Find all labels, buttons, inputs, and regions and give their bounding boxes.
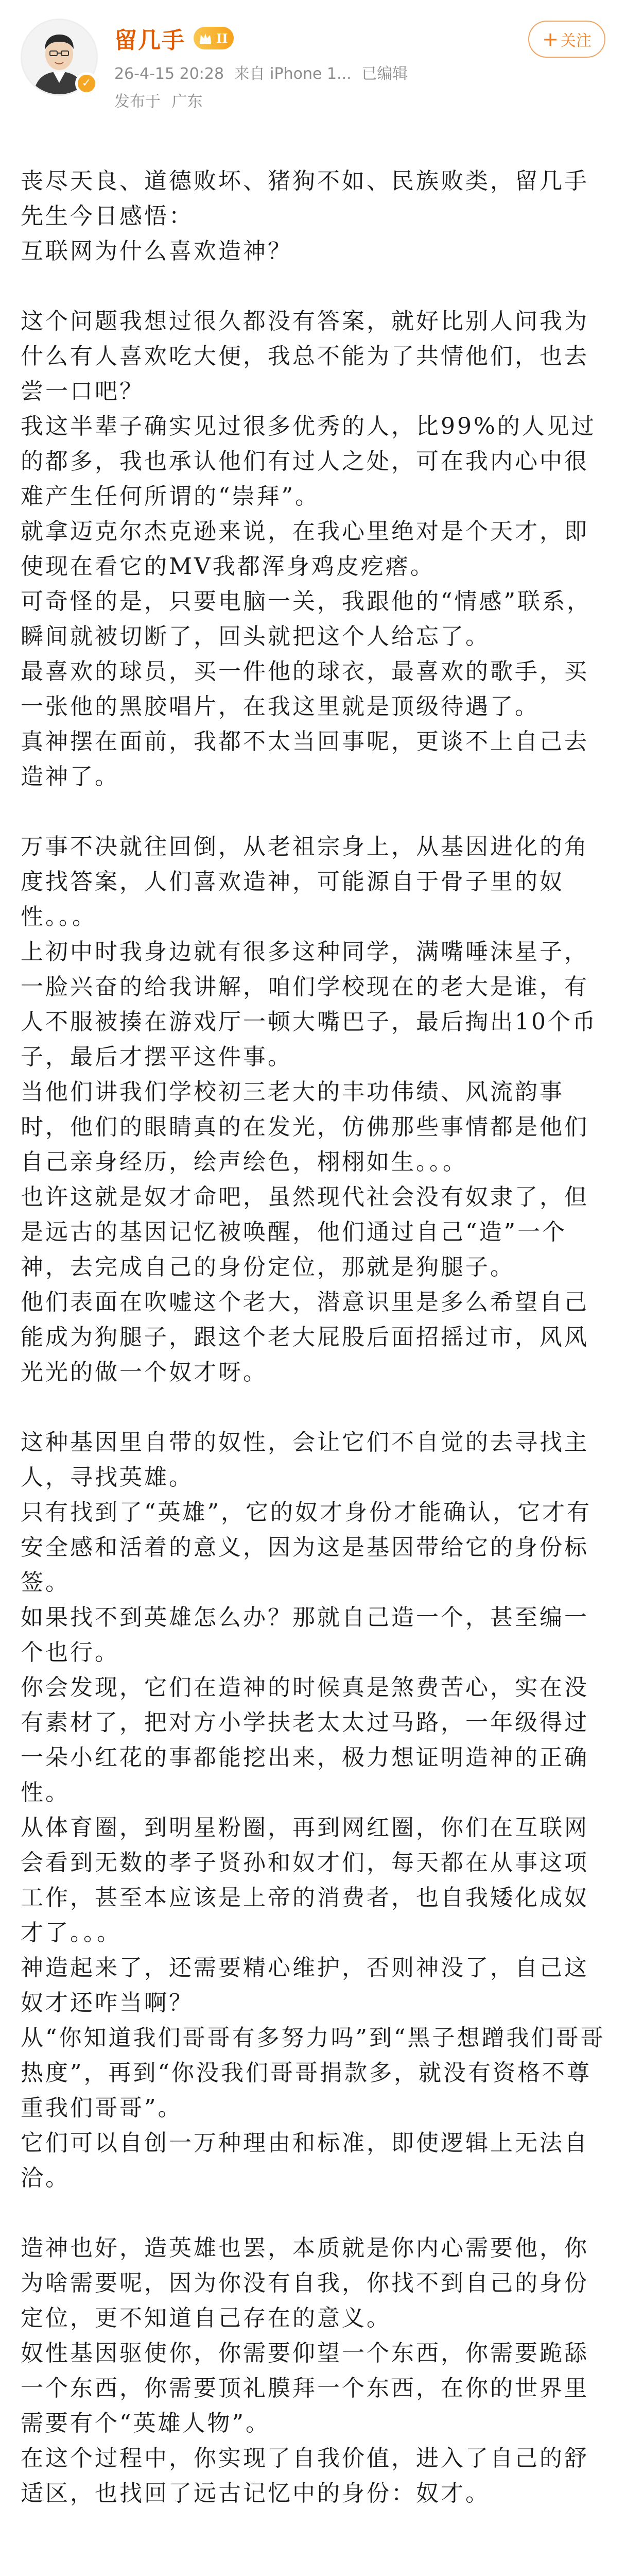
post-time: 26-4-15 20:28 [114,65,224,83]
follow-button[interactable] [528,21,605,58]
follow-label: 关注 [560,32,592,50]
post-meta [114,61,413,83]
post-location-row [114,89,209,111]
name-row [114,23,234,54]
vip-badge[interactable] [194,27,234,49]
post-paragraph-4: 这种基因里自带的奴性，会让它们不自觉的去寻找主人，寻找英雄。 只有找到了“英雄”，它的奴才身份才能确认，它才有安全感和活着的意义，因为这是基因带给它的身份标签。 如果找不到英雄怎么办？那就自己造一个，甚至编一个也行。 你会发现，它们在造神的时候真是煞费苦心，实在没有素材了，把对方小学扶老太太过马路，一年级得过一朵小红花的事都能挖出来，极力想证明造神的正确性。 从体育圈，到明星粉圈，再到网红圈，你们在互联网会看到无数的孝子贤孙和奴才们，每天都在从事这项工作，甚至本应该是上帝的消费者，也自我矮化成奴才了。。。 神造起来了，还需要精心维护，否则神没了，自己这奴才还咋当啊？ 从“你知道我们哥哥有多努力吗”到“黑子想蹭我们哥哥热度”，再到“你没我们哥哥捐款多，就没有资格不尊重我们哥哥”。 它们可以自创一万种理由和标准，即使逻辑上无法自洽。 [21,1429,605,2191]
post-paragraph-3: 万事不决就往回倒，从老祖宗身上，从基因进化的角度找答案，人们喜欢造神，可能源自于骨子里的奴性。。。 上初中时我身边就有很多这种同学，满嘴唾沫星子，一脸兴奋的给我讲解，咱们学校现在的老大是谁，有人不服被揍在游戏厅一顿大嘴巴子，最后掏出10个币子，最后才摆平这件事。 当他们讲我们学校初三老大的丰功伟绩、风流韵事时，他们的眼睛真的在发光，仿佛那些事情都是他们自己亲身经历，绘声绘色，栩栩如生。。。 也许这就是奴才命吧，虽然现代社会没有奴隶了，但是远古的基因记忆被唤醒，他们通过自己“造”一个神，去完成自己的身份定位，那就是狗腿子。 他们表面在吹嘘这个老大，潜意识里是多么希望自己能成为狗腿子，跟这个老大屁股后面招摇过市，风风光光的做一个奴才呀。 [21,834,597,1385]
post-location: 广东 [171,93,203,111]
user-name[interactable]: 留几手 [114,27,185,54]
post-source: 来自 iPhone 1... [234,65,352,83]
post-paragraph-2: 这个问题我想过很久都没有答案，就好比别人问我为什么有人喜欢吃大便，我总不能为了共情他们，也去尝一口吧？ 我这半辈子确实见过很多优秀的人，比99%的人见过的都多，我也承认他们有过人之处，可在我内心中很难产生任何所谓的“崇拜”。 就拿迈克尔杰克逊来说，在我心里绝对是个天才，即使现在看它的MV我都浑身鸡皮疙瘩。 可奇怪的是，只要电脑一关，我跟他的“情感”联系，瞬间就被切断了，回头就把这个人给忘了。 最喜欢的球员，买一件他的球衣，最喜欢的歌手，买一张他的黑胶唱片，在我这里就是顶级待遇了。 真神摆在面前，我都不太当回事呢，更谈不上自己去造神了。 [21,308,596,790]
plus-icon: + [542,28,559,50]
post-header [0,0,626,129]
post-paragraph-5: 造神也好，造英雄也罢，本质就是你内心需要他，你为啥需要呢，因为你没有自我，你找不到自己的身份定位，更不知道自己存在的意义。 奴性基因驱使你，你需要仰望一个东西，你需要跪舔一个东西，你需要顶礼膜拜一个东西，在你的世界里需要有个“英雄人物”。 在这个过程中，你实现了自我价值，进入了自己的舒适区，也找回了远古记忆中的身份：奴才。 [21,2235,589,2506]
post-paragraph-1: 丧尽天良、道德败坏、猪狗不如、民族败类，留几手先生今日感悟： 互联网为什么喜欢造神？ [21,168,589,264]
crown-icon [198,30,213,46]
post-content [21,129,605,2511]
verified-badge-icon: ✓ [75,72,98,95]
published-label: 发布于 [114,93,161,111]
vip-level: II [216,30,228,46]
edited-label[interactable]: 已编辑 [361,65,408,83]
